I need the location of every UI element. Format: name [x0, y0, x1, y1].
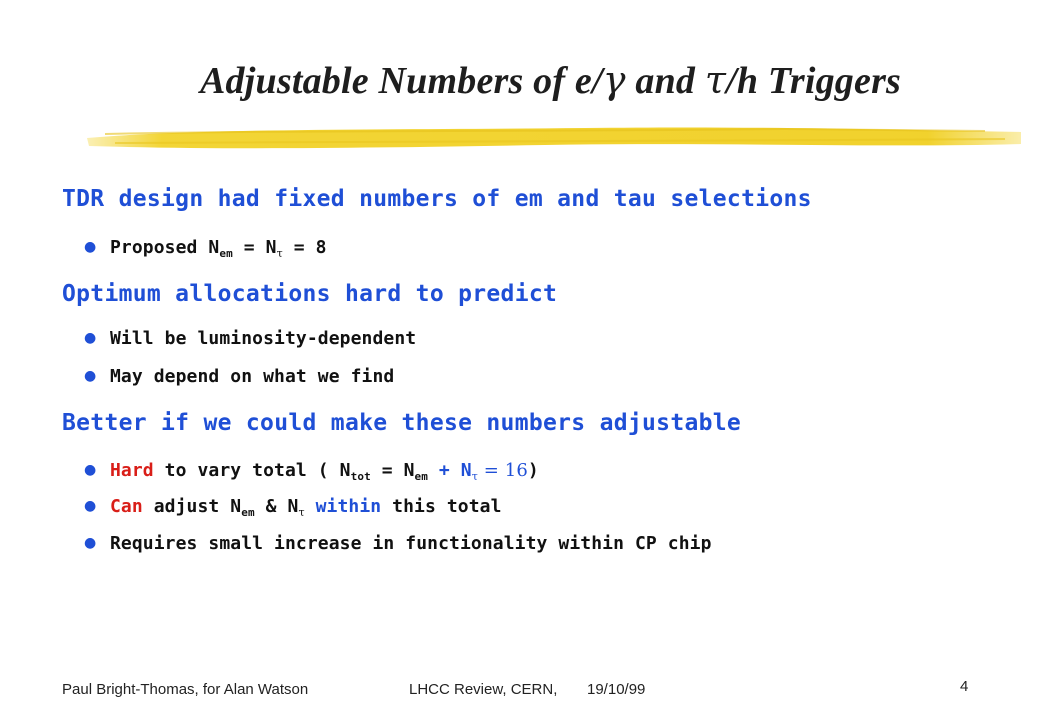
list-item: ● Hard to vary total ( $N_{tot} = N_{em} + N_\tau = 16$) [84, 460, 539, 483]
page-number: 4 [960, 678, 969, 695]
bullet-icon: ● [84, 462, 97, 478]
title-highlighter-stroke [85, 118, 1025, 158]
bullet-icon: ● [84, 368, 97, 384]
section-heading: Better if we could make these numbers adjustable [62, 410, 742, 436]
section-heading: TDR design had fixed numbers of em and tau selections [62, 186, 812, 212]
bullet-icon: ● [84, 239, 97, 255]
section-heading: Optimum allocations hard to predict [62, 281, 558, 307]
bullet-icon: ● [84, 498, 97, 514]
bullet-icon: ● [84, 535, 97, 551]
list-item: ● Will be luminosity-dependent [84, 328, 417, 349]
footer-event: LHCC Review, CERN, [409, 681, 558, 698]
list-item: ● Proposed $N_{em} = N_\tau = 8$ [84, 237, 327, 260]
footer-date: 19/10/99 [587, 681, 646, 698]
slide-title: Adjustable Numbers of e/γ and τ/h Triggers [200, 58, 902, 102]
footer-author: Paul Bright-Thomas, for Alan Watson [62, 681, 309, 698]
list-item: ● May depend on what we find [84, 366, 395, 387]
list-item: ● Requires small increase in functionality within CP chip [84, 533, 712, 554]
bullet-icon: ● [84, 330, 97, 346]
list-item: ● Can adjust $N_{em}$ & $N_\tau$ within this total [84, 496, 502, 519]
